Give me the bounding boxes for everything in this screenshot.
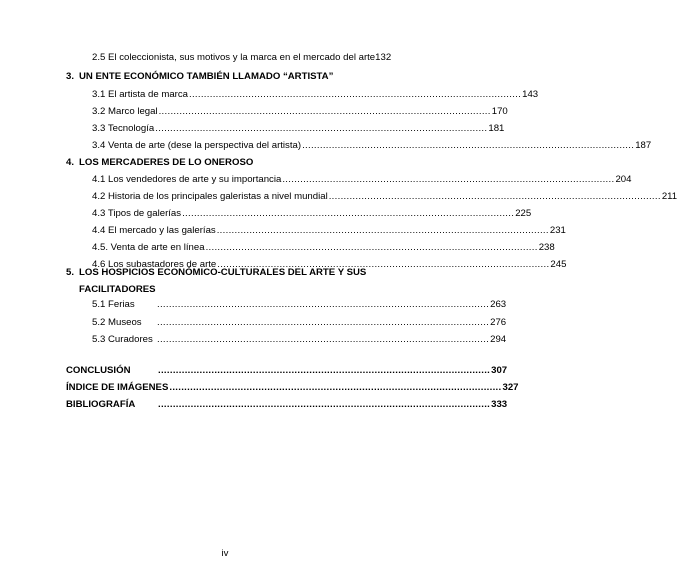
toc-entry-label: 4.6 Los subastadores de arte bbox=[92, 259, 217, 270]
toc-leader-dots: ................................................................................................................ bbox=[158, 106, 491, 117]
toc-leader-dots: ................................................................................................................ bbox=[169, 382, 502, 393]
toc-entry-page: 327 bbox=[502, 382, 519, 393]
toc-entry-label: 2.5 El coleccionista, sus motivos y la marca en el mercado del arte bbox=[92, 52, 376, 63]
toc-entry-4-5 bbox=[92, 242, 555, 254]
toc-entry-label: 3.1 El artista de marca bbox=[92, 89, 188, 100]
toc-leader-dots: ................................................................................................................ bbox=[217, 259, 550, 270]
toc-entry-5-1 bbox=[92, 299, 507, 311]
toc-chapter-3 bbox=[66, 71, 396, 83]
toc-entry-label: 4.3 Tipos de galerías bbox=[92, 208, 182, 219]
toc-entry-page: 225 bbox=[515, 208, 532, 219]
toc-entry-5-2 bbox=[92, 317, 507, 329]
toc-leader-dots: ................................................................................................................ bbox=[205, 242, 538, 253]
toc-chapter-title: FACILITADORES bbox=[79, 284, 156, 295]
toc-leader-dots: ................................................................................................................ bbox=[158, 365, 491, 376]
toc-chapter-number: 5. bbox=[66, 267, 75, 278]
toc-chapter-5-continuation bbox=[79, 284, 279, 296]
toc-entry-page: 263 bbox=[490, 299, 507, 310]
toc-entry-label: 4.2 Historia de los principales galeristas a nivel mundial bbox=[92, 191, 328, 202]
toc-entry-page: 170 bbox=[491, 106, 508, 117]
toc-entry-4-3 bbox=[92, 208, 532, 220]
toc-chapter-5 bbox=[66, 267, 406, 279]
toc-entry-page: 238 bbox=[538, 242, 555, 253]
toc-chapter-title: LOS MERCADERES DE LO ONEROSO bbox=[79, 157, 254, 168]
toc-entry-page: 276 bbox=[490, 317, 507, 328]
toc-leader-dots: ................................................................................................................ bbox=[188, 89, 522, 100]
toc-chapter-title: UN ENTE ECONÓMICO TAMBIÉN LLAMADO “ARTISTA” bbox=[79, 71, 334, 82]
toc-entry-page: 181 bbox=[488, 123, 505, 134]
toc-entry-page: 333 bbox=[491, 399, 508, 410]
toc-entry-label: CONCLUSIÓN bbox=[66, 365, 131, 376]
toc-leader-dots: ................................................................................................................ bbox=[328, 191, 661, 202]
toc-leader-dots: ................................................................................................................ bbox=[155, 123, 488, 134]
toc-entry-label: 3.4 Venta de arte (dese la perspectiva del artista) bbox=[92, 140, 302, 151]
toc-entry-label: 4.5. Venta de arte en línea bbox=[92, 242, 205, 253]
toc-entry-3-4 bbox=[92, 140, 652, 152]
toc-entry-label: 5.1 Ferias bbox=[92, 299, 135, 310]
toc-entry-page: 132 bbox=[375, 52, 392, 63]
toc-leader-dots: ................................................................................................................ bbox=[182, 208, 515, 219]
toc-entry-page: 187 bbox=[635, 140, 652, 151]
toc-entry-label: 4.1 Los vendedores de arte y su importancia bbox=[92, 174, 282, 185]
toc-entry-3-3 bbox=[92, 123, 505, 135]
toc-entry-page: 307 bbox=[491, 365, 508, 376]
toc-conclusion bbox=[66, 365, 508, 377]
page-number: iv bbox=[221, 548, 229, 559]
toc-entry-label: 3.2 Marco legal bbox=[92, 106, 158, 117]
toc-leader-dots: ................................................................................................................ bbox=[216, 225, 549, 236]
toc-leader-dots: ................................................................................................................ bbox=[158, 399, 491, 410]
toc-chapter-4 bbox=[66, 157, 396, 169]
toc-entry-page: 211 bbox=[661, 191, 677, 202]
toc-entry-label: 5.3 Curadores bbox=[92, 334, 153, 345]
toc-entry-2-5 bbox=[92, 52, 392, 64]
toc-chapter-title: LOS HOSPICIOS ECONÓMICO-CULTURALES DEL ARTE Y SUS bbox=[79, 267, 367, 278]
toc-entry-label: 4.4 El mercado y las galerías bbox=[92, 225, 216, 236]
toc-entry-label: 5.2 Museos bbox=[92, 317, 142, 328]
toc-leader-dots: ................................................................................................................ bbox=[157, 334, 490, 345]
toc-entry-4-1 bbox=[92, 174, 632, 186]
toc-entry-4-2 bbox=[92, 191, 677, 203]
toc-leader-dots: ................................................................................................................ bbox=[282, 174, 615, 185]
toc-chapter-number: 4. bbox=[66, 157, 75, 168]
toc-entry-3-2 bbox=[92, 106, 508, 118]
toc-entry-page: 294 bbox=[490, 334, 507, 345]
toc-entry-page: 204 bbox=[615, 174, 632, 185]
toc-leader-dots: ................................................................................................................ bbox=[302, 140, 635, 151]
toc-leader-dots: ................................................................................................................ bbox=[157, 317, 490, 328]
toc-leader-dots: ................................................................................................................ bbox=[157, 299, 490, 310]
toc-chapter-number: 3. bbox=[66, 71, 75, 82]
toc-image-index bbox=[66, 382, 519, 394]
toc-entry-label: ÍNDICE DE IMÁGENES bbox=[66, 382, 169, 393]
toc-entry-4-4 bbox=[92, 225, 566, 237]
toc-entry-page: 143 bbox=[522, 89, 539, 100]
toc-entry-label: 3.3 Tecnología bbox=[92, 123, 155, 134]
toc-entry-5-3 bbox=[92, 334, 507, 346]
toc-entry-3-1 bbox=[92, 89, 539, 101]
toc-entry-label: BIBLIOGRAFÍA bbox=[66, 399, 136, 410]
toc-bibliography bbox=[66, 399, 508, 411]
toc-entry-page: 231 bbox=[549, 225, 566, 236]
toc-entry-page: 245 bbox=[550, 259, 567, 270]
